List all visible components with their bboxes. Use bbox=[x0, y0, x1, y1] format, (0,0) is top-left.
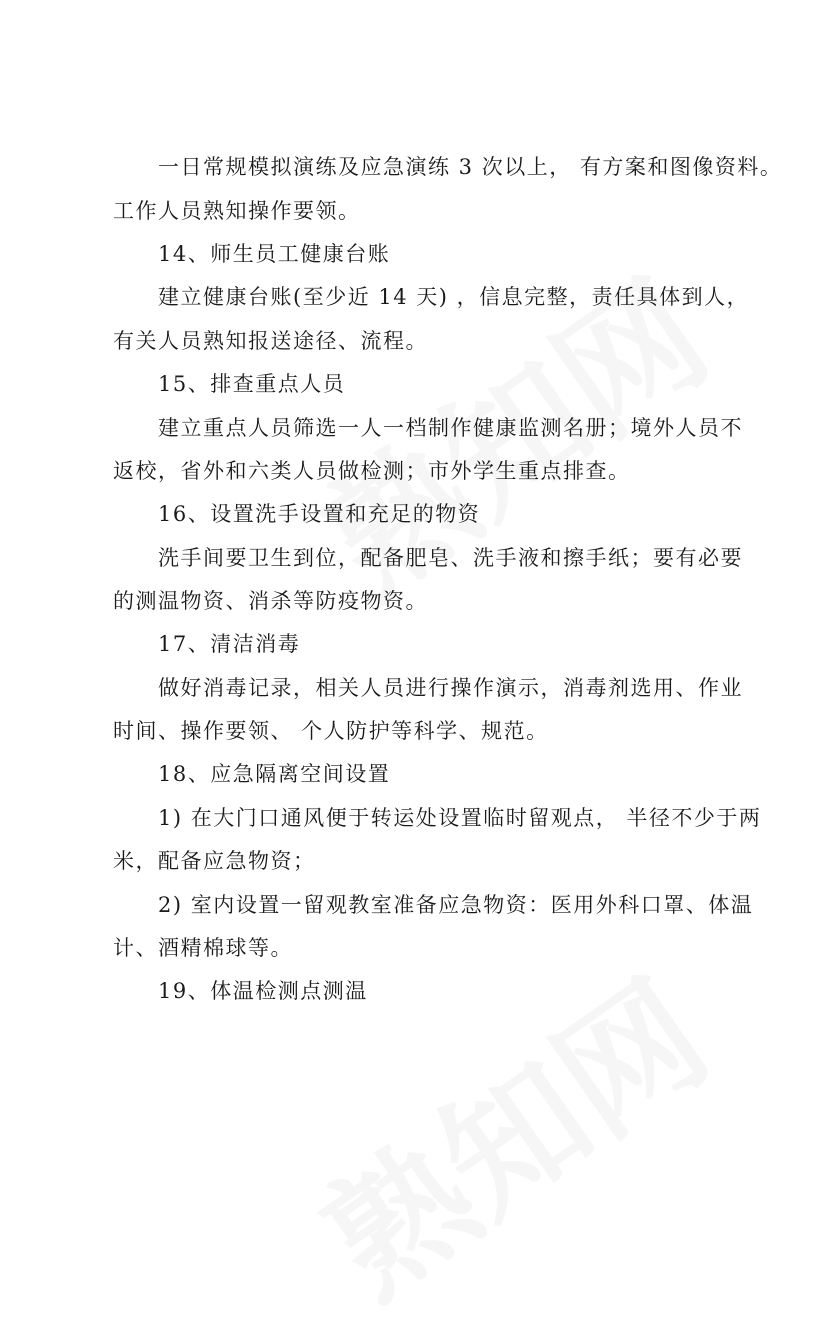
paragraph-line: 建立重点人员筛选一人一档制作健康监测名册；境外人员不 bbox=[158, 416, 743, 440]
paragraph-line: 建立健康台账(至少近 14 天) ，信息完整，责任具体到人， bbox=[158, 285, 750, 309]
section-heading: 14、师生员工健康台账 bbox=[158, 242, 391, 266]
section-heading: 19、体温检测点测温 bbox=[158, 979, 368, 1003]
paragraph-line: 一日常规模拟演练及应急演练 3 次以上， 有方案和图像资料。 bbox=[158, 155, 783, 179]
paragraph-line: 时间、操作要领、 个人防护等科学、规范。 bbox=[113, 719, 549, 743]
paragraph-line: 的测温物资、消杀等防疫物资。 bbox=[113, 589, 428, 613]
section-heading: 16、设置洗手设置和充足的物资 bbox=[158, 502, 481, 526]
section-heading: 18、应急隔离空间设置 bbox=[158, 762, 391, 786]
paragraph-line: 2) 室内设置一留观教室准备应急物资：医用外科口罩、体温 bbox=[158, 893, 754, 917]
paragraph-line: 1) 在大门口通风便于转运处设置临时留观点， 半径不少于两 bbox=[158, 806, 762, 830]
paragraph-line: 有关人员熟知报送途径、流程。 bbox=[113, 329, 428, 353]
paragraph-line: 工作人员熟知操作要领。 bbox=[113, 199, 361, 223]
paragraph-line: 米，配备应急物资； bbox=[113, 849, 316, 873]
section-heading: 15、排查重点人员 bbox=[158, 372, 346, 396]
paragraph-line: 计、酒精棉球等。 bbox=[113, 936, 293, 960]
paragraph-line: 返校，省外和六类人员做检测；市外学生重点排查。 bbox=[113, 459, 631, 483]
paragraph-line: 做好消毒记录，相关人员进行操作演示，消毒剂选用、作业 bbox=[158, 676, 743, 700]
section-heading: 17、清洁消毒 bbox=[158, 632, 301, 656]
paragraph-line: 洗手间要卫生到位，配备肥皂、洗手液和擦手纸；要有必要 bbox=[158, 546, 743, 570]
